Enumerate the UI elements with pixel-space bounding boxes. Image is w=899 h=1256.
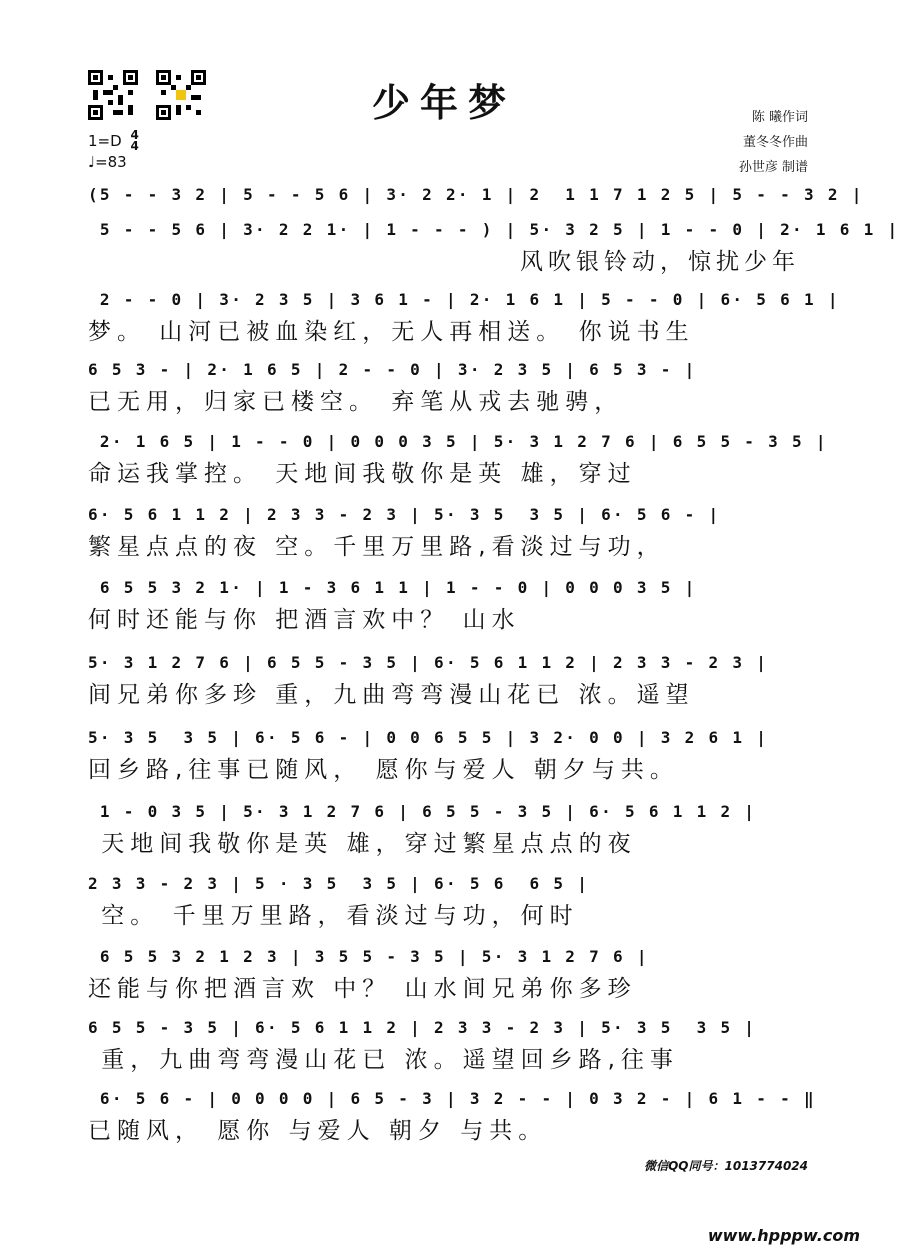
song-title: 少年梦 xyxy=(371,80,516,125)
notation-line: 2 3 3 - 2 3 | 5 · 3 5 3 5 | 6· 5 6 6 5 | xyxy=(88,874,590,893)
score-system xyxy=(88,723,800,787)
time-signature-bottom: 4 xyxy=(130,139,139,153)
score-meta xyxy=(88,130,139,172)
notation-line: 6 5 5 3 2 1 2 3 | 3 5 5 - 3 5 | 5· 3 1 2 7 6 | xyxy=(88,947,649,966)
notation-line: 6· 5 6 - | 0 0 0 0 | 6 5 - 3 | 3 2 - - | 0 3 2 - | 6 1 - - ‖ xyxy=(88,1089,816,1108)
lyrics-line: 还能与你把酒言欢 中？ 山水间兄弟你多珍 xyxy=(88,976,637,1002)
lyrics-line: 风吹银铃动，惊扰少年 xyxy=(520,249,800,275)
notation-line: 5· 3 5 3 5 | 6· 5 6 - | 0 0 6 5 5 | 3 2· 0 0 | 3 2 6 1 | xyxy=(88,728,769,747)
notation-line: 6 5 5 3 2 1· | 1 - 3 6 1 1 | 1 - - 0 | 0 0 0 3 5 | xyxy=(88,578,697,597)
tempo-marking: ♩=83 xyxy=(88,153,127,171)
key-signature: 1=D xyxy=(88,131,122,150)
lyrics-line: 梦。 山河已被血染红，无人再相送。 你说书生 xyxy=(88,319,695,345)
transcriber-credit: 孙世彦 制谱 xyxy=(738,160,808,175)
lyrics-line: 重，九曲弯弯漫山花已 浓。遥望回乡路,往事 xyxy=(88,1047,679,1073)
notation-line: 2· 1 6 5 | 1 - - 0 | 0 0 0 3 5 | 5· 3 1 2 7 6 | 6 5 5 - 3 5 | xyxy=(88,432,828,451)
score-system xyxy=(88,355,800,419)
notation-line: 1 - 0 3 5 | 5· 3 1 2 7 6 | 6 5 5 - 3 5 | 6· 5 6 1 1 2 | xyxy=(88,802,757,821)
score-system xyxy=(88,1084,816,1148)
notation-line: 2 - - 0 | 3· 2 3 5 | 3 6 1 - | 2· 1 6 1 | 5 - - 0 | 6· 5 6 1 | xyxy=(88,290,840,309)
score-system xyxy=(88,427,828,491)
notation-line: 5· 3 1 2 7 6 | 6 5 5 - 3 5 | 6· 5 6 1 1 2 | 2 3 3 - 2 3 | xyxy=(88,653,769,672)
composer-credit: 董冬冬作曲 xyxy=(742,135,808,150)
notation-line: 6 5 3 - | 2· 1 6 5 | 2 - - 0 | 3· 2 3 5 | 6 5 3 - | xyxy=(88,360,697,379)
lyrics-line: 繁星点点的夜 空。千里万里路,看淡过与功， xyxy=(88,534,666,560)
lyrics-line: 间兄弟你多珍 重，九曲弯弯漫山花已 浓。遥望 xyxy=(88,682,695,708)
score-system xyxy=(88,797,800,861)
score-system xyxy=(88,648,800,712)
score-system xyxy=(88,500,800,564)
lyrics-line: 回乡路,往事已随风， 愿你与爱人 朝夕与共。 xyxy=(88,757,679,783)
notation-line: 6 5 5 - 3 5 | 6· 5 6 1 1 2 | 2 3 3 - 2 3 | 5· 3 5 3 5 | xyxy=(88,1018,757,1037)
score-system xyxy=(88,1013,800,1077)
lyrics-line: 已随风， 愿你 与爱人 朝夕 与共。 xyxy=(88,1118,548,1144)
notation-line: 6· 5 6 1 1 2 | 2 3 3 - 2 3 | 5· 3 5 3 5 | 6· 5 6 - | xyxy=(88,505,721,524)
score-system xyxy=(88,942,800,1006)
lyrics-line: 天地间我敬你是英 雄，穿过繁星点点的夜 xyxy=(88,831,637,857)
lyrics-line: 空。 千里万里路，看淡过与功，何时 xyxy=(88,903,579,929)
notation-line: (5 - - 3 2 | 5 - - 5 6 | 3· 2 2· 1 | 2 1 1 7 1 2 5 | 5 - - 3 2 | xyxy=(88,185,864,204)
time-signature xyxy=(130,130,138,152)
score-system xyxy=(88,573,800,637)
score-system xyxy=(88,285,840,349)
time-signature-top: 4 xyxy=(130,128,139,142)
score-system xyxy=(88,869,800,933)
lyricist-credit: 陈 曦作词 xyxy=(751,110,808,125)
notation-line: 5 - - 5 6 | 3· 2 2 1· | 1 - - - ) | 5· 3 2 5 | 1 - - 0 | 2· 1 6 1 | xyxy=(88,220,899,239)
lyrics-line: 命运我掌控。 天地间我敬你是英 雄，穿过 xyxy=(88,461,637,487)
lyrics-line: 何时还能与你 把酒言欢中？ 山水 xyxy=(88,607,521,633)
contact-note: 微信QQ同号：1013774024 xyxy=(644,1159,808,1173)
website-watermark: www.hpppw.com xyxy=(707,1226,860,1245)
credits-block xyxy=(739,105,808,180)
lyrics-line: 已无用，归家已楼空。 弃笔从戎去驰骋， xyxy=(88,389,624,415)
score-system xyxy=(88,215,899,279)
